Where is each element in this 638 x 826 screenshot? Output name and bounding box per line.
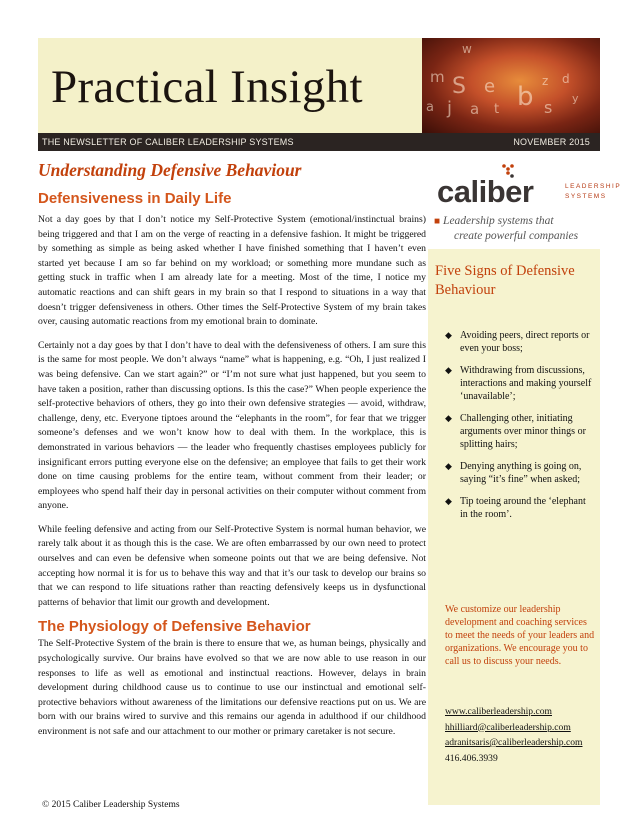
sidebar-title: Five Signs of Defensive Behaviour [435,263,575,298]
list-item: ◆ Denying anything is going on, saying “it’s fine” when asked; [445,461,582,485]
section-body-daily-life [38,213,426,610]
logo-subtitle: LEADERSHIP SYSTEMS [565,183,622,200]
diamond-bullet-icon: ◆ [445,496,452,506]
paragraph: While feeling defensive and acting from our Self-Protective System is normal human behavior, we rarely talk about it as though this is the case. We are often embarrassed by our own need to protect ourselves and can even be defensive when someone points out that we are being defensive. Not accepting how normal it is for us to behave this way and that it’s our task to develop our brains so that we can respond to life situations rather than reacting defensively keeps us in dysfunctional patterns of behavior that limit our growth and development. [38,523,426,608]
email-link-adranitsaris[interactable]: adranitsaris@caliberleadership.com [445,737,583,748]
signs-list [442,329,592,530]
list-item: ◆ Tip toeing around the ‘elephant in the room’. [445,496,586,520]
call-to-action: We customize our leadership development and coaching services to meet the needs of your leaders and organizations. We encourage you to call us to discuss your needs. [445,604,595,667]
diamond-bullet-icon: ◆ [445,330,452,340]
paragraph: Certainly not a day goes by that I don’t have to deal with the defensiveness of others. I am sure this is the same for most people. We don’t always “name” what is happening, e.g. “Oh, I just realized I was being defensive. Can we start again?” or “I’m not sure what just happened, but you seem to have taken a position, rather than discussing options. Is this the case?” When people experience the self-protective behaviors of others, they go into their own defensive strategies — avoid, withdraw, challenge, deny, etc. Everyone tiptoes around the “elephants in the room”, for fear that we trigger someone’s defenses and we won’t know how to deal with them. In the workplace, this is demonstrated in various behaviors — the leader who frequently chastises employees publicly for insignificant errors putting everyone else on the defensive; an employee that fails to get their work done on time causing problems for the entire team, without comment from their leader; or employees who spend half their day in personal activities on their computer without comment from anyone. [38,339,426,512]
diamond-bullet-icon: ◆ [445,365,452,375]
caliber-logo [437,162,622,210]
email-link-hhilliard[interactable]: hhilliard@caliberleadership.com [445,721,571,733]
diamond-bullet-icon: ◆ [445,461,452,471]
section-heading-physiology: The Physiology of Defensive Behavior [38,618,311,636]
masthead [38,38,600,133]
section-body-physiology [38,637,426,739]
sidebar [428,249,600,805]
contact-info [445,704,600,766]
logo-wordmark: caliber [437,174,534,209]
diamond-bullet-icon: ◆ [445,413,452,423]
newsletter-title: Practical Insight [51,61,363,113]
website-link[interactable]: www.caliberleadership.com [445,706,552,717]
article-title: Understanding Defensive Behaviour [38,160,302,180]
copyright-footer: © 2015 Caliber Leadership Systems [42,800,180,810]
list-item: ◆ Challenging other, initiating arguments over minor things or splitting hairs; [445,413,586,450]
square-bullet-icon: ■ [434,216,441,227]
paragraph: Not a day goes by that I don’t notice my Self-Protective System (emotional/instinctual brains) being triggered and that I am on the verge of reacting in a defensive fashion. It might be triggered by something as simple as being asked whether I have finished something that I haven’t even started yet because I am so far behind on my workload; or something more mundane such as getting stuck in traffic when I am already late for a meeting. Most of the time, I notice my automatic reactions and can shift gears in my brain so that I respond to situations in a way that doesn’t trigger defensiveness in others. Other times the Self-Protective System of my brain takes over, causing automatic reactions from my emotional brain to dominate. [38,214,426,328]
masthead-image: w m S e b z d a j a t s y [422,38,600,133]
masthead-bar [38,133,600,151]
main-article [38,160,426,740]
tagline: ■ Leadership systems that create powerful companies [434,215,579,242]
paragraph: The Self-Protective System of the brain is there to ensure that we, as human beings, physically and psychologically survive. Our brains have evolved so that we are now able to use reason in our responses to life as well as emotional and instinctual reactions. However, delays in brain development during childhood cause us to continue to use our instinctual and emotional self-protective behaviors without awareness of the limitations our defensive reactions put on us. We are born with our brains wired to survive and this remains our agenda in adulthood if our childhood environment is not safe and our attachment to our mother or primary caretaker is not secure. [38,638,426,737]
phone-number: 416.406.3939 [445,752,498,764]
issue-date: NOVEMBER 2015 [513,137,590,147]
section-heading-daily-life: Defensiveness in Daily Life [38,190,232,207]
list-item: ◆ Avoiding peers, direct reports or even your boss; [445,330,590,354]
newsletter-subtitle: THE NEWSLETTER OF CALIBER LEADERSHIP SYSTEMS [42,137,294,147]
list-item: ◆ Withdrawing from discussions, interactions and making yourself ‘unavailable’; [445,365,592,402]
